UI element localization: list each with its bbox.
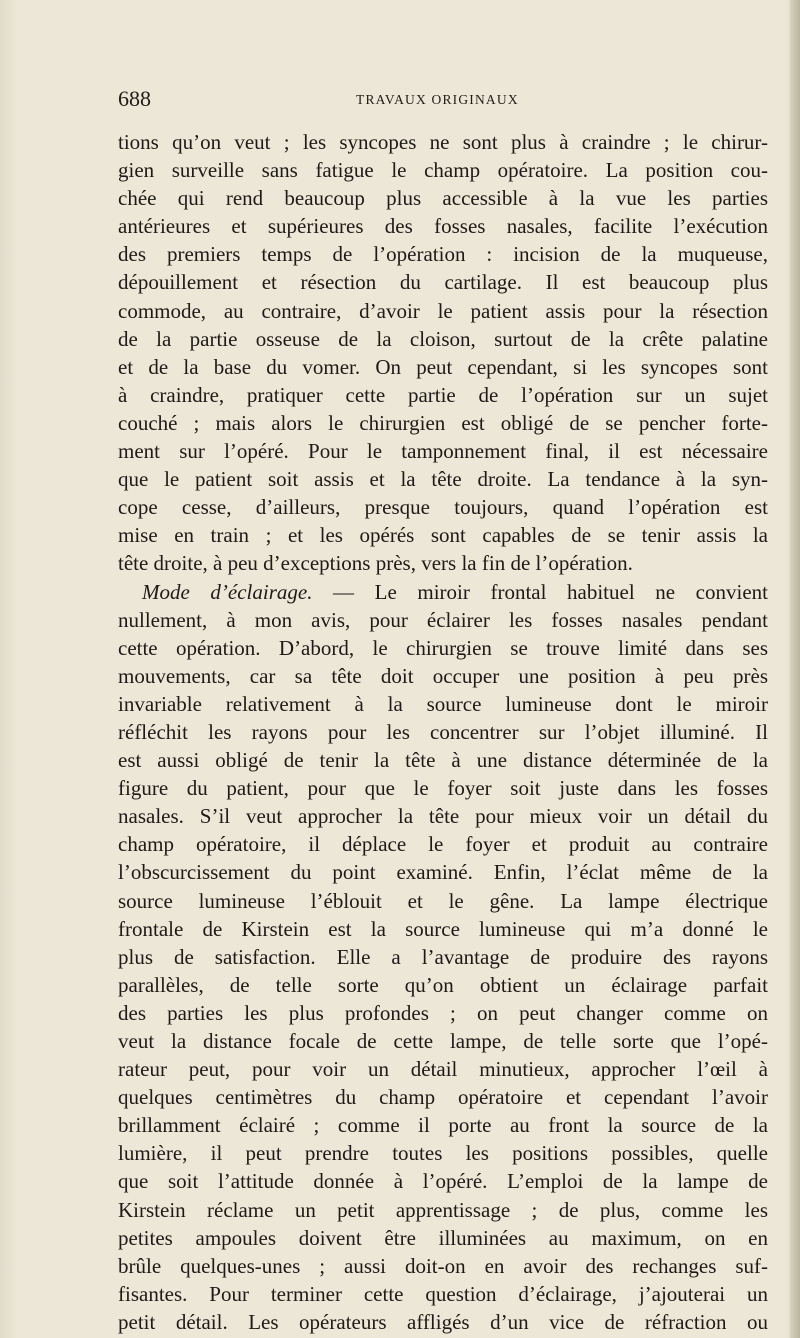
running-head: TRAVAUX ORIGINAUX: [356, 92, 519, 107]
text-line: à craindre, pratiquer cette partie de l’opération sur un sujet: [118, 382, 768, 407]
text-line: cope cesse, d’ailleurs, presque toujours, quand l’opération est: [118, 495, 768, 520]
text-line: brûle quelques-unes ; aussi doit-on en avoir des rechanges suf-: [118, 1253, 768, 1278]
text-line: frontale de Kirstein est la source lumineuse qui m’a donné le: [118, 916, 768, 941]
text-line: réfléchit les rayons pour les concentrer sur l’objet illuminé. Il: [118, 719, 768, 744]
text-line: petites ampoules doivent être illuminées au maximum, on en: [118, 1225, 768, 1250]
text-line: cette opération. D’abord, le chirurgien se trouve limité dans ses: [118, 635, 768, 660]
text-line: veut la distance focale de cette lampe, de telle sorte que l’opé-: [118, 1029, 768, 1053]
text-line: Kirstein réclame un petit apprentissage ; de plus, comme les: [118, 1197, 768, 1222]
text-line: des parties les plus profondes ; on peut changer comme on: [118, 1000, 768, 1025]
text-line: lumière, il peut prendre toutes les positions possibles, quelle: [118, 1141, 768, 1166]
text-line: des premiers temps de l’opération : incision de la muqueuse,: [118, 242, 768, 267]
text-line: antérieures et supérieures des fosses nasales, facilite l’exécution: [118, 214, 768, 239]
text-line: champ opératoire, il déplace le foyer et produit au contraire: [118, 832, 768, 857]
text-line: plus de satisfaction. Elle a l’avantage de produire des rayons: [118, 944, 768, 969]
text-line: source lumineuse l’éblouit et le gêne. La lampe électrique: [118, 888, 768, 913]
page-number: 688: [118, 86, 151, 111]
text-line: invariable relativement à la source lumineuse dont le miroir: [118, 691, 768, 716]
page-edge-shadow: [790, 0, 800, 1338]
text-line: figure du patient, pour que le foyer soit juste dans les fosses: [118, 776, 768, 801]
text-line: quelques centimètres du champ opératoire et cependant l’avoir: [118, 1085, 768, 1110]
body-text: [118, 128, 768, 1336]
text-line: ment sur l’opéré. Pour le tamponnement final, il est nécessaire: [118, 439, 768, 464]
text-line: de la partie osseuse de la cloison, surtout de la crête palatine: [118, 326, 768, 351]
text-line: rateur peut, pour voir un détail minutieux, approcher l’œil à: [118, 1057, 768, 1082]
text-line: couché ; mais alors le chirurgien est obligé de se pencher forte-: [118, 410, 768, 435]
text-line: que le patient soit assis et la tête droite. La tendance à la syn-: [118, 467, 768, 492]
text-span: — Le miroir frontal habituel ne convient: [312, 579, 768, 604]
text-line: nasales. S’il veut approcher la tête pour mieux voir un détail du: [118, 804, 768, 829]
text-line: parallèles, de telle sorte qu’on obtient un éclairage parfait: [118, 972, 768, 997]
text-line: tête droite, à peu d’exceptions près, vers la fin de l’opération.: [118, 551, 633, 576]
text-line: commode, au contraire, d’avoir le patient assis pour la résection: [118, 298, 768, 323]
text-line: tions qu’on veut ; les syncopes ne sont plus à craindre ; le chirur-: [118, 130, 768, 154]
text-line: fisantes. Pour terminer cette question d’éclairage, j’ajouterai un: [118, 1281, 768, 1306]
text-line: petit détail. Les opérateurs affligés d’un vice de réfraction ou: [118, 1309, 768, 1334]
text-line: mouvements, car sa tête doit occuper une position à peu près: [118, 663, 768, 688]
text-line: que soit l’attitude donnée à l’opéré. L’emploi de la lampe de: [118, 1169, 768, 1194]
page-header: [118, 86, 768, 112]
text-line: chée qui rend beaucoup plus accessible à la vue les parties: [118, 186, 768, 211]
text-line: gien surveille sans fatigue le champ opératoire. La position cou-: [118, 158, 768, 183]
section-heading: Mode d’éclairage.: [142, 579, 313, 604]
text-line: est aussi obligé de tenir la tête à une distance déterminée de la: [118, 748, 768, 773]
paragraph-opening-line: [118, 578, 768, 606]
text-line: nullement, à mon avis, pour éclairer les fosses nasales pendant: [118, 607, 768, 632]
text-line: dépouillement et résection du cartilage. Il est beaucoup plus: [118, 270, 768, 295]
text-line: brillamment éclairé ; comme il porte au front la source de la: [118, 1113, 768, 1138]
text-line: l’obscurcissement du point examiné. Enfin, l’éclat même de la: [118, 860, 768, 885]
text-line: mise en train ; et les opérés sont capables de se tenir assis la: [118, 523, 768, 548]
text-line: et de la base du vomer. On peut cependant, si les syncopes sont: [118, 354, 768, 379]
